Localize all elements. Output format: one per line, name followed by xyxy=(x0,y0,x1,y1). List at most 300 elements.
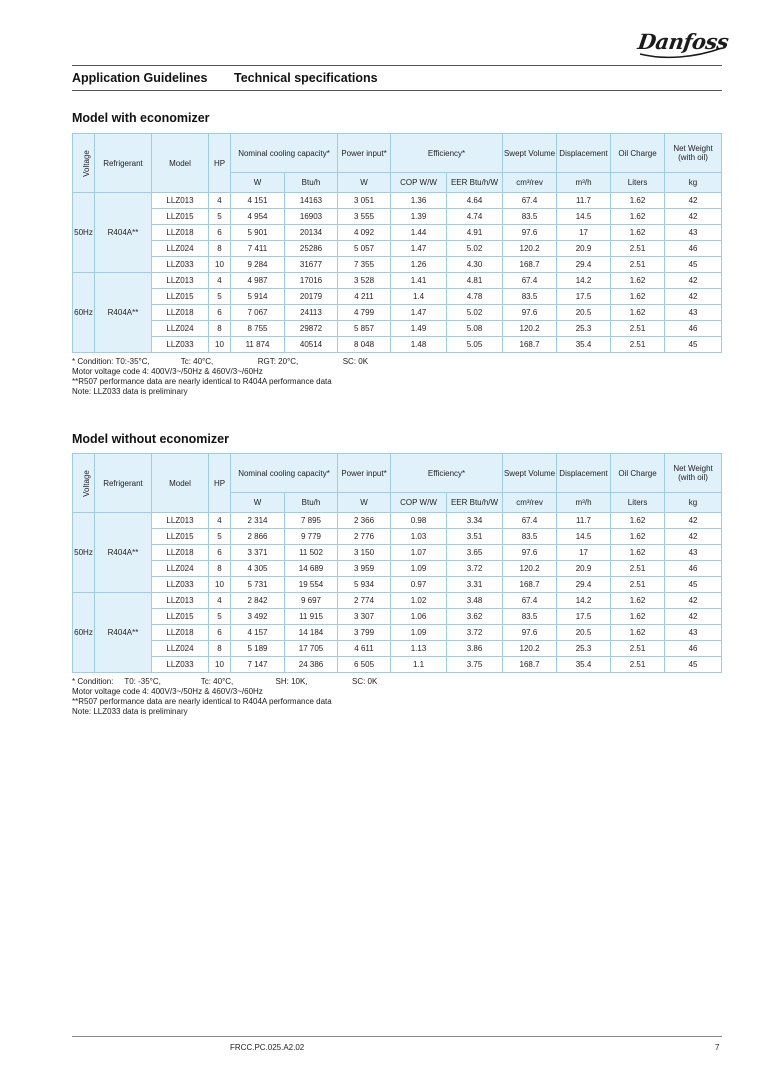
table-cell: 29.4 xyxy=(557,577,611,593)
table-cell: 3.51 xyxy=(447,529,503,545)
col-header-swept-volume: Swept Volume xyxy=(503,454,557,493)
table-cell: 1.41 xyxy=(391,273,447,289)
table-row xyxy=(73,209,722,225)
table-cell: LLZ024 xyxy=(152,241,209,257)
table-cell: 2 866 xyxy=(231,529,285,545)
table-cell: 8 xyxy=(209,241,231,257)
table-cell: 42 xyxy=(665,209,722,225)
header-rule-bottom xyxy=(72,90,722,91)
table-cell: 5 934 xyxy=(338,577,391,593)
table-row xyxy=(73,545,722,561)
table-cell: 14.5 xyxy=(557,209,611,225)
table-cell: 83.5 xyxy=(503,609,557,625)
table-cell: 8 755 xyxy=(231,321,285,337)
table-cell: 46 xyxy=(665,641,722,657)
table-cell: 4 305 xyxy=(231,561,285,577)
table-cell: 3 051 xyxy=(338,193,391,209)
note-line: Note: LLZ033 data is preliminary xyxy=(72,707,188,716)
table-cell: 1.62 xyxy=(611,529,665,545)
table-cell: 4 211 xyxy=(338,289,391,305)
note-line: Motor voltage code 4: 400V/3~/50Hz & 460V/3~/60Hz xyxy=(72,687,263,696)
table-cell: 3 959 xyxy=(338,561,391,577)
table-row xyxy=(73,641,722,657)
table-cell: 1.62 xyxy=(611,625,665,641)
table-row xyxy=(73,513,722,529)
table-cell: 46 xyxy=(665,561,722,577)
table-cell: 10 xyxy=(209,657,231,673)
unit-header: W xyxy=(338,173,391,193)
table-cell: 1.36 xyxy=(391,193,447,209)
table-cell: 1.09 xyxy=(391,561,447,577)
table-cell: 10 xyxy=(209,577,231,593)
table-cell: 6 xyxy=(209,545,231,561)
table-cell: 6 xyxy=(209,305,231,321)
table-cell: 7 895 xyxy=(285,513,338,529)
table-cell: 2.51 xyxy=(611,241,665,257)
table-cell: 35.4 xyxy=(557,337,611,353)
table-cell: 14 689 xyxy=(285,561,338,577)
table-row xyxy=(73,657,722,673)
table-cell: 42 xyxy=(665,609,722,625)
table-cell: 43 xyxy=(665,625,722,641)
table-cell: 4 799 xyxy=(338,305,391,321)
table-cell: 5 057 xyxy=(338,241,391,257)
col-header-refrigerant: Refrigerant xyxy=(95,454,152,513)
table-row xyxy=(73,289,722,305)
table-cell: 4 954 xyxy=(231,209,285,225)
table-cell: 5.02 xyxy=(447,241,503,257)
table-cell: 45 xyxy=(665,257,722,273)
table-cell: 2.51 xyxy=(611,657,665,673)
table-cell: 4 xyxy=(209,513,231,529)
unit-header: Liters xyxy=(611,173,665,193)
table-cell: 83.5 xyxy=(503,289,557,305)
table-cell: 83.5 xyxy=(503,209,557,225)
table-cell: 5 xyxy=(209,209,231,225)
table-cell: 83.5 xyxy=(503,529,557,545)
logo-text: Danfoss xyxy=(636,29,731,54)
table-cell: 9 779 xyxy=(285,529,338,545)
table-cell: 3.72 xyxy=(447,561,503,577)
table-cell: 97.6 xyxy=(503,305,557,321)
col-header-displacement: Displacement xyxy=(557,134,611,173)
table-1-notes xyxy=(72,357,368,397)
table-cell: 43 xyxy=(665,305,722,321)
table-cell: LLZ013 xyxy=(152,593,209,609)
table-row xyxy=(73,561,722,577)
table-cell: LLZ033 xyxy=(152,257,209,273)
table-cell: 5 xyxy=(209,289,231,305)
table-cell: 6 505 xyxy=(338,657,391,673)
table-cell: 1.62 xyxy=(611,289,665,305)
table-cell: 20.9 xyxy=(557,561,611,577)
table-cell: 3.34 xyxy=(447,513,503,529)
table-cell: 42 xyxy=(665,529,722,545)
table-cell: 3 492 xyxy=(231,609,285,625)
header-row xyxy=(73,454,722,493)
table-cell: LLZ033 xyxy=(152,337,209,353)
table-cell: LLZ024 xyxy=(152,641,209,657)
table-cell: 2.51 xyxy=(611,577,665,593)
table-cell: 29.4 xyxy=(557,257,611,273)
col-header-efficiency: Efficiency* xyxy=(391,454,503,493)
table-row xyxy=(73,321,722,337)
table-cell: 40514 xyxy=(285,337,338,353)
table-cell: 2.51 xyxy=(611,257,665,273)
table-cell: 5.08 xyxy=(447,321,503,337)
note-line: Motor voltage code 4: 400V/3~/50Hz & 460V/3~/60Hz xyxy=(72,367,263,376)
table-cell: 20.5 xyxy=(557,305,611,321)
table-row xyxy=(73,593,722,609)
table-cell: 24113 xyxy=(285,305,338,321)
table-cell: 5.02 xyxy=(447,305,503,321)
table-cell: 1.62 xyxy=(611,593,665,609)
table-cell: LLZ015 xyxy=(152,289,209,305)
unit-header: EER Btu/h/W xyxy=(447,173,503,193)
table-cell: 5 857 xyxy=(338,321,391,337)
col-header-power: Power input* xyxy=(338,454,391,493)
table-row xyxy=(73,241,722,257)
table-cell: 45 xyxy=(665,657,722,673)
col-header-voltage-label: Voltage xyxy=(81,149,91,177)
table-cell: 1.44 xyxy=(391,225,447,241)
table-cell: 17 xyxy=(557,545,611,561)
table-row xyxy=(73,609,722,625)
table-cell: 1.62 xyxy=(611,225,665,241)
unit-header: cm³/rev xyxy=(503,493,557,513)
table-cell: 5 901 xyxy=(231,225,285,241)
table-cell: 17016 xyxy=(285,273,338,289)
table-2-notes xyxy=(72,677,377,717)
table-cell: 1.4 xyxy=(391,289,447,305)
table-cell: 3.86 xyxy=(447,641,503,657)
table-cell: 1.62 xyxy=(611,305,665,321)
table-cell: 120.2 xyxy=(503,321,557,337)
table-cell: 67.4 xyxy=(503,513,557,529)
note-line: * Condition: T0: -35°C, Tc: 40°C, SH: 10K, SC: 0K xyxy=(72,677,378,686)
table-cell: 168.7 xyxy=(503,257,557,273)
table-cell: 11 915 xyxy=(285,609,338,625)
refrigerant-cell: R404A** xyxy=(95,193,152,273)
table-cell: 168.7 xyxy=(503,657,557,673)
table-cell: LLZ015 xyxy=(152,609,209,625)
table-cell: 4.91 xyxy=(447,225,503,241)
table-cell: LLZ018 xyxy=(152,225,209,241)
table-cell: 1.09 xyxy=(391,625,447,641)
table-cell: 97.6 xyxy=(503,545,557,561)
table-cell: LLZ015 xyxy=(152,529,209,545)
table-cell: 8 xyxy=(209,641,231,657)
table-cell: 9 284 xyxy=(231,257,285,273)
table-cell: 16903 xyxy=(285,209,338,225)
table-cell: 20134 xyxy=(285,225,338,241)
table-cell: 67.4 xyxy=(503,193,557,209)
table-cell: 3.48 xyxy=(447,593,503,609)
refrigerant-cell: R404A** xyxy=(95,593,152,673)
table-cell: LLZ024 xyxy=(152,561,209,577)
table-cell: 1.47 xyxy=(391,241,447,257)
table-cell: 120.2 xyxy=(503,641,557,657)
table-cell: 7 411 xyxy=(231,241,285,257)
table-cell: 4 092 xyxy=(338,225,391,241)
note-line: **R507 performance data are nearly identical to R404A performance data xyxy=(72,377,332,386)
table-cell: 42 xyxy=(665,289,722,305)
unit-header: Btu/h xyxy=(285,173,338,193)
header-row xyxy=(73,134,722,173)
table-cell: 4 151 xyxy=(231,193,285,209)
table-cell: 2.51 xyxy=(611,561,665,577)
unit-header: cm³/rev xyxy=(503,173,557,193)
voltage-cell: 50Hz xyxy=(73,193,95,273)
note-line: * Condition: T0:-35°C, Tc: 40°C, RGT: 20°C, SC: 0K xyxy=(72,357,369,366)
table-cell: 5 xyxy=(209,609,231,625)
table-cell: 11 874 xyxy=(231,337,285,353)
table-cell: 42 xyxy=(665,273,722,289)
table-row xyxy=(73,193,722,209)
table-cell: 43 xyxy=(665,225,722,241)
table-cell: 25.3 xyxy=(557,321,611,337)
table-cell: 5 xyxy=(209,529,231,545)
table-cell: 8 xyxy=(209,321,231,337)
table-cell: 2 842 xyxy=(231,593,285,609)
table-cell: 24 386 xyxy=(285,657,338,673)
table-cell: LLZ033 xyxy=(152,577,209,593)
table-cell: 10 xyxy=(209,257,231,273)
unit-header: W xyxy=(231,493,285,513)
danfoss-logo xyxy=(634,24,731,64)
table-cell: LLZ013 xyxy=(152,273,209,289)
table-cell: 5 189 xyxy=(231,641,285,657)
col-header-model: Model xyxy=(152,134,209,193)
table-cell: 3.62 xyxy=(447,609,503,625)
spec-table-without-economizer xyxy=(72,453,722,673)
table-cell: 120.2 xyxy=(503,561,557,577)
table-cell: 4.78 xyxy=(447,289,503,305)
table-cell: 2 774 xyxy=(338,593,391,609)
table-cell: 14.5 xyxy=(557,529,611,545)
table-cell: 2.51 xyxy=(611,321,665,337)
table-cell: 7 147 xyxy=(231,657,285,673)
table-cell: 3 150 xyxy=(338,545,391,561)
header-section-label: Application Guidelines xyxy=(72,71,208,85)
table-cell: 1.48 xyxy=(391,337,447,353)
table-cell: LLZ033 xyxy=(152,657,209,673)
table-cell: 97.6 xyxy=(503,225,557,241)
table-cell: 46 xyxy=(665,241,722,257)
table-row xyxy=(73,337,722,353)
refrigerant-cell: R404A** xyxy=(95,513,152,593)
table-cell: 4 xyxy=(209,593,231,609)
table-cell: 4.64 xyxy=(447,193,503,209)
voltage-cell: 60Hz xyxy=(73,273,95,353)
table-cell: 4 157 xyxy=(231,625,285,641)
table-cell: 17 705 xyxy=(285,641,338,657)
table-cell: 20179 xyxy=(285,289,338,305)
unit-header: kg xyxy=(665,173,722,193)
page-number: 7 xyxy=(715,1043,720,1052)
table-cell: 97.6 xyxy=(503,625,557,641)
table-cell: 2 366 xyxy=(338,513,391,529)
table-cell: LLZ018 xyxy=(152,625,209,641)
table-cell: 1.62 xyxy=(611,193,665,209)
col-header-net-weight: Net Weight (with oil) xyxy=(665,454,722,493)
table-cell: 2.51 xyxy=(611,641,665,657)
table-cell: 8 xyxy=(209,561,231,577)
unit-header: m³/h xyxy=(557,493,611,513)
table-cell: 17 xyxy=(557,225,611,241)
table-row xyxy=(73,577,722,593)
table-cell: 1.26 xyxy=(391,257,447,273)
table-cell: 4 xyxy=(209,193,231,209)
table-cell: 1.62 xyxy=(611,513,665,529)
col-header-net-weight: Net Weight (with oil) xyxy=(665,134,722,173)
unit-header: EER Btu/h/W xyxy=(447,493,503,513)
table-1-title: Model with economizer xyxy=(72,111,210,125)
table-cell: 3 371 xyxy=(231,545,285,561)
table-cell: 3.65 xyxy=(447,545,503,561)
table-cell: LLZ015 xyxy=(152,209,209,225)
table-cell: 3 555 xyxy=(338,209,391,225)
table-cell: 45 xyxy=(665,337,722,353)
table-cell: 43 xyxy=(665,545,722,561)
table-cell: 25286 xyxy=(285,241,338,257)
table-cell: 42 xyxy=(665,593,722,609)
table-cell: 4.30 xyxy=(447,257,503,273)
table-cell: 5 731 xyxy=(231,577,285,593)
unit-header: W xyxy=(231,173,285,193)
table-cell: 1.47 xyxy=(391,305,447,321)
table-cell: LLZ018 xyxy=(152,545,209,561)
table-cell: 0.98 xyxy=(391,513,447,529)
col-header-hp: HP xyxy=(209,454,231,513)
table-cell: 168.7 xyxy=(503,577,557,593)
table-cell: 3.75 xyxy=(447,657,503,673)
table-cell: 1.49 xyxy=(391,321,447,337)
table-cell: 1.07 xyxy=(391,545,447,561)
col-header-displacement: Displacement xyxy=(557,454,611,493)
table-cell: 17.5 xyxy=(557,609,611,625)
col-header-voltage-label: Voltage xyxy=(81,469,91,497)
table-cell: 3 799 xyxy=(338,625,391,641)
table-cell: 1.1 xyxy=(391,657,447,673)
unit-header: Btu/h xyxy=(285,493,338,513)
table-cell: 1.62 xyxy=(611,209,665,225)
unit-header: COP W/W xyxy=(391,493,447,513)
table-cell: 10 xyxy=(209,337,231,353)
table-cell: 4 987 xyxy=(231,273,285,289)
table-row xyxy=(73,257,722,273)
table-cell: 168.7 xyxy=(503,337,557,353)
table-row xyxy=(73,273,722,289)
unit-header: W xyxy=(338,493,391,513)
table-row xyxy=(73,529,722,545)
table-cell: 6 xyxy=(209,625,231,641)
table-cell: 9 697 xyxy=(285,593,338,609)
unit-header: m³/h xyxy=(557,173,611,193)
table-cell: 3.72 xyxy=(447,625,503,641)
table-cell: 0.97 xyxy=(391,577,447,593)
table-cell: 2.51 xyxy=(611,337,665,353)
document-code: FRCC.PC.025.A2.02 xyxy=(230,1043,305,1052)
col-header-capacity: Nominal cooling capacity* xyxy=(231,454,338,493)
spec-table-with-economizer xyxy=(72,133,722,353)
table-cell: 1.62 xyxy=(611,545,665,561)
col-header-refrigerant: Refrigerant xyxy=(95,134,152,193)
table-cell: 1.06 xyxy=(391,609,447,625)
table-2-title: Model without economizer xyxy=(72,432,229,446)
note-line: **R507 performance data are nearly identical to R404A performance data xyxy=(72,697,332,706)
table-row xyxy=(73,225,722,241)
table-row xyxy=(73,625,722,641)
table-cell: 17.5 xyxy=(557,289,611,305)
table-cell: 20.5 xyxy=(557,625,611,641)
footer-rule xyxy=(72,1036,722,1037)
table-cell: 5 914 xyxy=(231,289,285,305)
table-cell: 1.03 xyxy=(391,529,447,545)
header-rule-top xyxy=(72,65,722,66)
unit-header: Liters xyxy=(611,493,665,513)
refrigerant-cell: R404A** xyxy=(95,273,152,353)
col-header-oil-charge: Oil Charge xyxy=(611,454,665,493)
header-page-title: Technical specifications xyxy=(234,71,378,85)
table-cell: 8 048 xyxy=(338,337,391,353)
table-cell: 35.4 xyxy=(557,657,611,673)
table-cell: 45 xyxy=(665,577,722,593)
table-cell: 11.7 xyxy=(557,513,611,529)
unit-header: kg xyxy=(665,493,722,513)
col-header-efficiency: Efficiency* xyxy=(391,134,503,173)
table-cell: 20.9 xyxy=(557,241,611,257)
table-cell: LLZ018 xyxy=(152,305,209,321)
voltage-cell: 50Hz xyxy=(73,513,95,593)
col-header-hp: HP xyxy=(209,134,231,193)
table-cell: 5.05 xyxy=(447,337,503,353)
table-cell: 7 067 xyxy=(231,305,285,321)
table-cell: 2 776 xyxy=(338,529,391,545)
table-cell: 11.7 xyxy=(557,193,611,209)
table-cell: 31677 xyxy=(285,257,338,273)
table-cell: 14163 xyxy=(285,193,338,209)
col-header-capacity: Nominal cooling capacity* xyxy=(231,134,338,173)
table-cell: 1.02 xyxy=(391,593,447,609)
table-cell: 46 xyxy=(665,321,722,337)
col-header-voltage xyxy=(73,134,95,193)
note-line: Note: LLZ033 data is preliminary xyxy=(72,387,188,396)
col-header-power: Power input* xyxy=(338,134,391,173)
table-cell: 4.74 xyxy=(447,209,503,225)
table-row xyxy=(73,305,722,321)
table-cell: 3 528 xyxy=(338,273,391,289)
table-cell: LLZ024 xyxy=(152,321,209,337)
table-cell: LLZ013 xyxy=(152,513,209,529)
unit-header: COP W/W xyxy=(391,173,447,193)
table-cell: 6 xyxy=(209,225,231,241)
table-cell: 120.2 xyxy=(503,241,557,257)
table-cell: 67.4 xyxy=(503,273,557,289)
col-header-swept-volume: Swept Volume xyxy=(503,134,557,173)
table-cell: 19 554 xyxy=(285,577,338,593)
table-cell: 4.81 xyxy=(447,273,503,289)
table-cell: 67.4 xyxy=(503,593,557,609)
table-cell: 14 184 xyxy=(285,625,338,641)
table-cell: 29872 xyxy=(285,321,338,337)
table-cell: 1.39 xyxy=(391,209,447,225)
col-header-oil-charge: Oil Charge xyxy=(611,134,665,173)
table-cell: 4 611 xyxy=(338,641,391,657)
table-cell: 4 xyxy=(209,273,231,289)
table-cell: 42 xyxy=(665,513,722,529)
table-cell: 14.2 xyxy=(557,593,611,609)
